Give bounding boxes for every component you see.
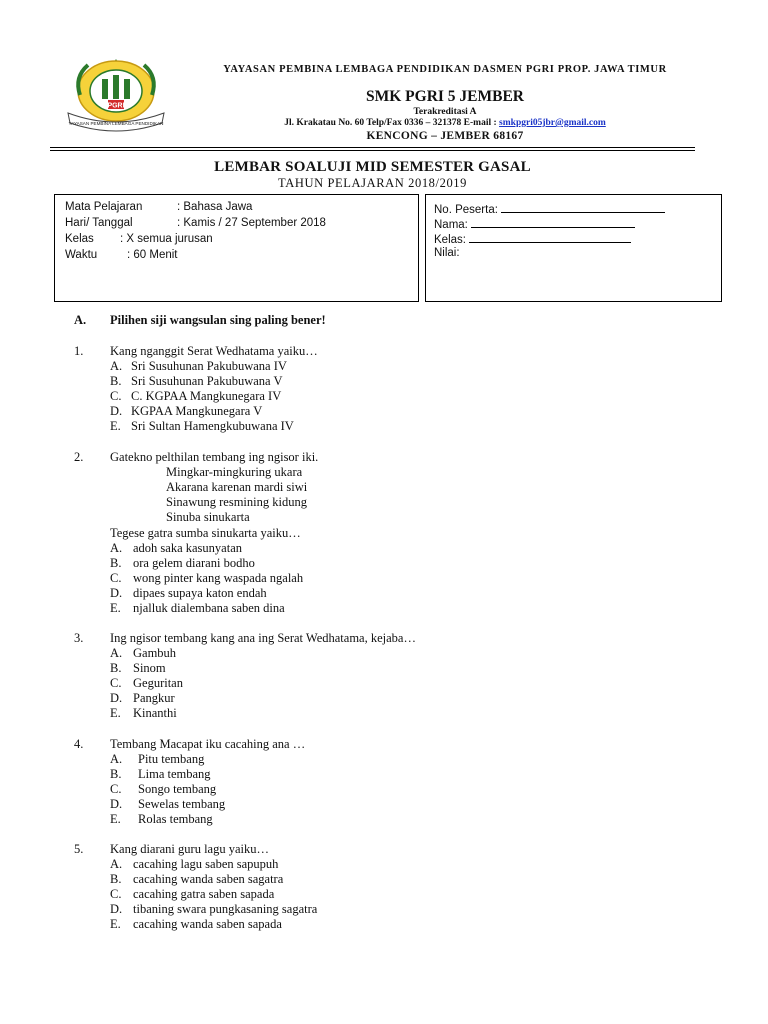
participant-score-row (434, 247, 460, 259)
participant-name-field[interactable] (471, 217, 635, 228)
date-value: : Kamis / 27 September 2018 (177, 217, 326, 229)
option-text: wong pinter kang waspada ngalah (133, 571, 304, 585)
participant-class-field[interactable] (469, 232, 631, 243)
option-letter: E. (110, 812, 121, 826)
option-letter: B. (110, 374, 122, 388)
subject-row (65, 201, 252, 213)
option-text: cacahing lagu saben sapupuh (133, 857, 279, 871)
school-logo (62, 55, 170, 137)
document-title: LEMBAR SOALUJI MID SEMESTER GASAL (214, 159, 531, 175)
class-label: Kelas (65, 233, 94, 245)
option-letter: C. (110, 887, 122, 901)
participant-number-field[interactable] (501, 202, 665, 213)
option-text: Sri Sultan Hamengkubuwana IV (131, 419, 294, 433)
class-value: : X semua jurusan (120, 233, 213, 245)
participant-class-label: Kelas: (434, 234, 466, 246)
option-text: C. KGPAA Mangkunegara IV (131, 389, 282, 403)
option-text: Songo tembang (138, 782, 217, 796)
option-letter: E. (110, 601, 121, 615)
verse-line: Sinawung resmining kidung (166, 495, 307, 509)
option-letter: B. (110, 872, 122, 886)
option-letter: B. (110, 767, 122, 781)
option-text: njalluk dialembana saben dina (133, 601, 285, 615)
option-letter: D. (110, 691, 123, 705)
option-text: cacahing wanda saben sagatra (133, 872, 284, 886)
question-number: 3. (74, 631, 84, 645)
logo-text: PGRI (107, 102, 125, 110)
option-text: Pitu tembang (138, 752, 205, 766)
option-letter: C. (110, 571, 122, 585)
option-letter: A. (110, 857, 123, 871)
option-letter: E. (110, 706, 121, 720)
option-letter: E. (110, 419, 121, 433)
option-text: Sewelas tembang (138, 797, 226, 811)
question-text: Tembang Macapat iku cacahing ana … (110, 737, 306, 751)
verse-line: Sinuba sinukarta (166, 510, 250, 524)
option-text: dipaes supaya katon endah (133, 586, 267, 600)
option-text: cacahing wanda saben sapada (133, 917, 282, 931)
option-letter: D. (110, 586, 123, 600)
foundation-name: YAYASAN PEMBINA LEMBAGA PENDIDIKAN DASMEN PGRI PROP. JAWA TIMUR (223, 64, 667, 75)
email-link[interactable]: smkpgri05jbr@gmail.com (499, 118, 606, 128)
question-text: Ing ngisor tembang kang ana ing Serat Wedhatama, kejaba… (110, 631, 416, 645)
participant-score-label: Nilai: (434, 247, 460, 259)
option-letter: A. (110, 359, 123, 373)
section-letter: A. (74, 313, 87, 327)
option-letter: C. (110, 782, 122, 796)
option-letter: D. (110, 902, 123, 916)
option-text: Kinanthi (133, 706, 177, 720)
school-name: SMK PGRI 5 JEMBER (365, 88, 525, 105)
option-letter: C. (110, 389, 122, 403)
option-text: Gambuh (133, 646, 177, 660)
option-text: Sinom (133, 661, 166, 675)
participant-number-row (434, 202, 665, 216)
school-city: KENCONG – JEMBER 68167 (366, 130, 524, 142)
participant-number-label: No. Peserta: (434, 204, 498, 216)
time-label: Waktu (65, 249, 98, 261)
verse-line: Akarana karenan mardi siwi (166, 480, 308, 494)
question-text: Kang nganggit Serat Wedhatama yaiku… (110, 344, 318, 358)
question-text: Gatekno pelthilan tembang ing ngisor iki. (110, 450, 319, 464)
logo-ribbon-text: YAYASAN PEMBINA LEMBAGA PENDIDIKAN (68, 121, 164, 126)
option-text: ora gelem diarani bodho (133, 556, 255, 570)
school-address (205, 118, 685, 128)
option-text: Geguritan (133, 676, 183, 690)
accreditation: Terakreditasi A (413, 107, 477, 117)
option-text: Sri Susuhunan Pakubuwana IV (131, 359, 287, 373)
option-letter: E. (110, 917, 121, 931)
option-text: KGPAA Mangkunegara V (131, 404, 263, 418)
time-value: : 60 Menit (127, 249, 178, 261)
question-number: 2. (74, 450, 84, 464)
header-rule-thin (50, 150, 695, 151)
option-text: Sri Susuhunan Pakubuwana V (131, 374, 283, 388)
subject-label: Mata Pelajaran (65, 201, 143, 213)
option-letter: A. (110, 646, 123, 660)
participant-box (425, 194, 722, 302)
option-letter: D. (110, 797, 123, 811)
option-letter: B. (110, 556, 122, 570)
participant-name-label: Nama: (434, 219, 468, 231)
question-number: 1. (74, 344, 84, 358)
option-text: Lima tembang (138, 767, 211, 781)
date-row (65, 217, 326, 229)
document-subtitle: TAHUN PELAJARAN 2018/2019 (278, 176, 467, 190)
option-letter: A. (110, 752, 123, 766)
question-number: 5. (74, 842, 84, 856)
option-letter: B. (110, 661, 122, 675)
option-text: Pangkur (133, 691, 175, 705)
question-subtext: Tegese gatra sumba sinukarta yaiku… (110, 526, 301, 540)
option-letter: C. (110, 676, 122, 690)
participant-name-row (434, 217, 635, 231)
time-row (65, 249, 178, 261)
section-instruction: Pilihen siji wangsulan sing paling bener! (110, 313, 326, 327)
participant-class-row (434, 232, 631, 246)
option-text: adoh saka kasunyatan (133, 541, 242, 555)
date-label: Hari/ Tanggal (65, 217, 133, 229)
option-text: Rolas tembang (138, 812, 213, 826)
option-letter: A. (110, 541, 123, 555)
header-rule-thick (50, 147, 695, 148)
option-text: tibaning swara pungkasaning sagatra (133, 902, 318, 916)
verse-line: Mingkar-mingkuring ukara (166, 465, 303, 479)
address-text: Jl. Krakatau No. 60 Telp/Fax 0336 – 321378 E-mail : (284, 118, 500, 128)
question-number: 4. (74, 737, 84, 751)
question-text: Kang diarani guru lagu yaiku… (110, 842, 269, 856)
exam-info-box (54, 194, 419, 302)
option-text: cacahing gatra saben sapada (133, 887, 275, 901)
subject-value: : Bahasa Jawa (177, 201, 253, 213)
class-row (65, 233, 213, 245)
option-letter: D. (110, 404, 123, 418)
